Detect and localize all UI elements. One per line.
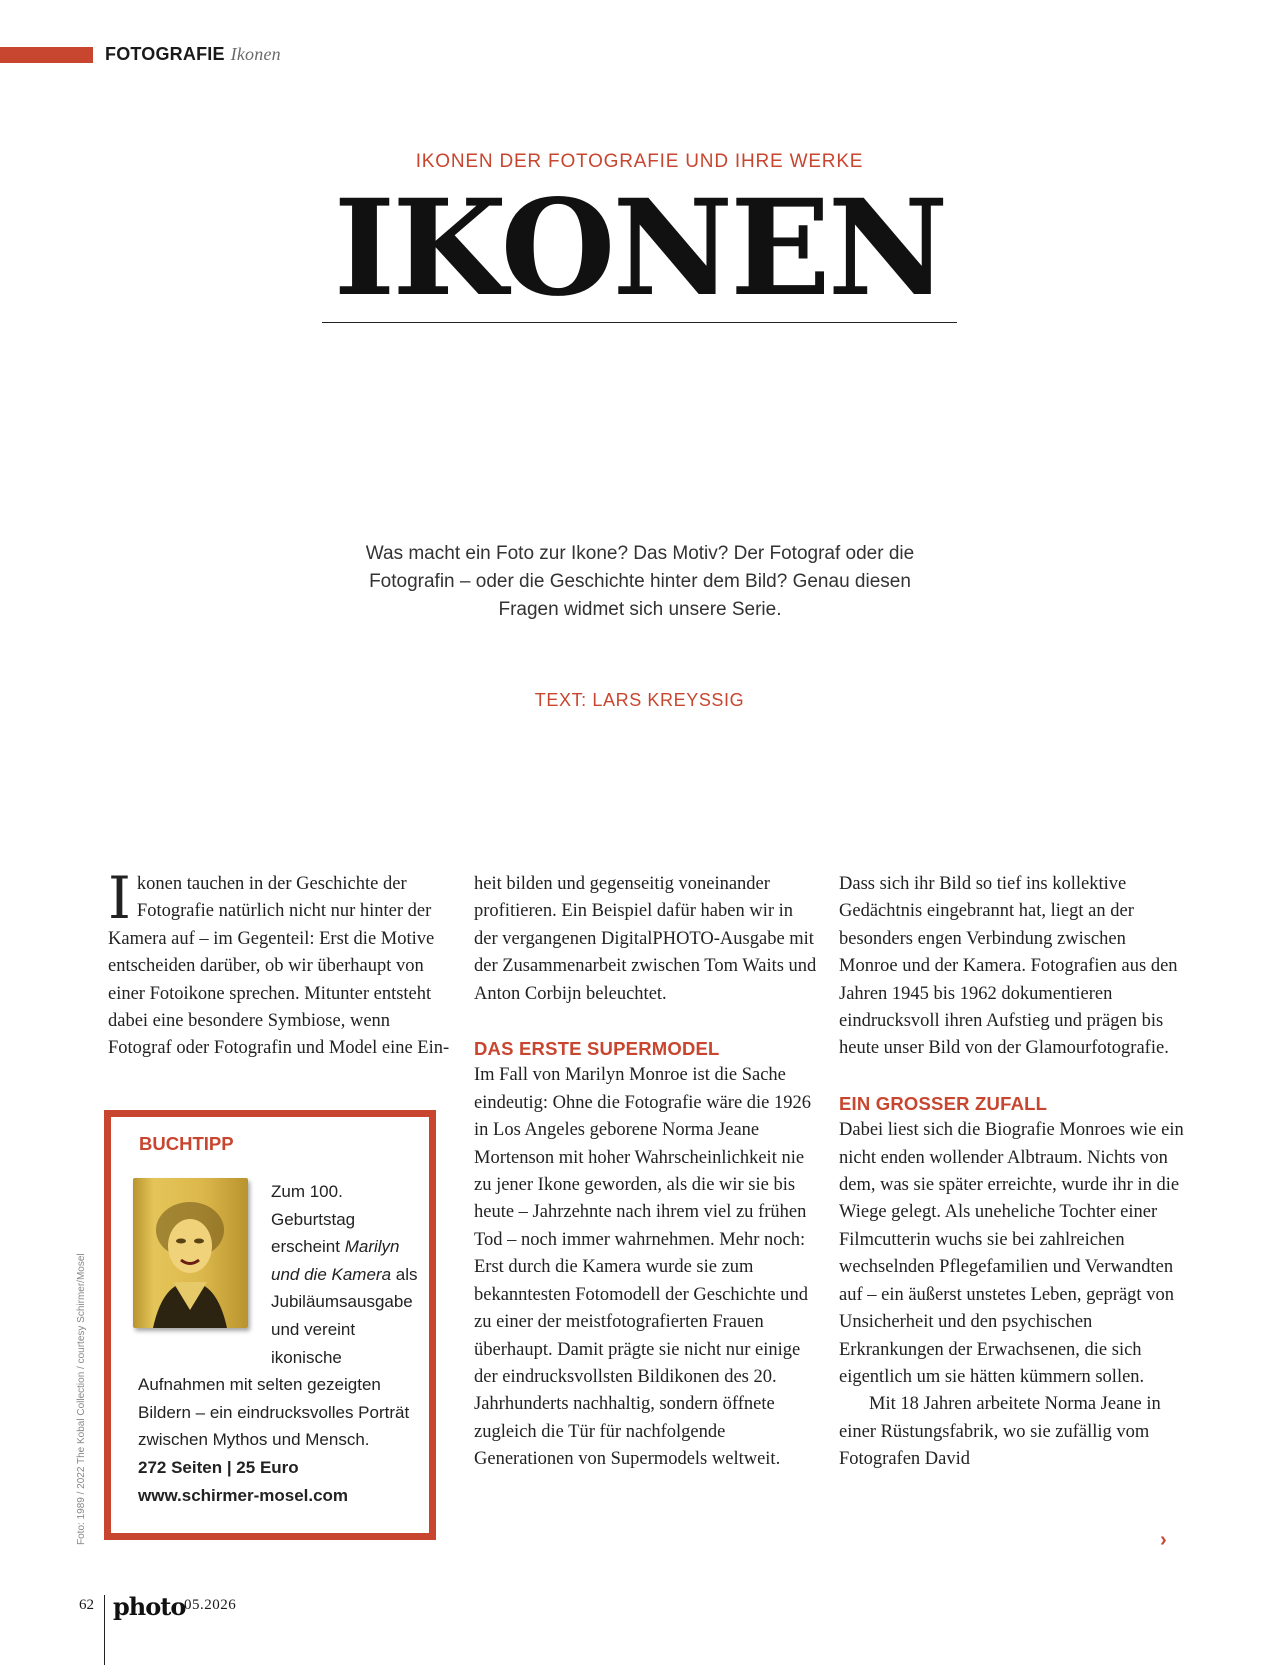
article-column-1 bbox=[108, 864, 453, 1063]
book-description-start: Zum 100. Geburtstag erscheint bbox=[271, 1182, 356, 1257]
article-column-2 bbox=[474, 871, 819, 1474]
article-column-3 bbox=[839, 871, 1184, 1474]
subsection-name: Ikonen bbox=[230, 44, 281, 64]
column-2-paragraph: Im Fall von Marilyn Monroe ist die Sache eindeutig: Ohne die Fotografie wäre die 1926 in Los Angeles geborene Norma Jeane Mortenson mit hoher Wahrscheinlichkeit nie zu jener Ikone geworden, als die wir sie bis heute – Jahrzehnte nach ihrem viel zu frühen Tod – noch immer wahrnehmen. Mehr noch: Erst durch die Kamera wurde sie zum bekanntesten Fotomodell der Geschichte und zu einer der meistfotografierten Frauen überhaupt. Damit prägte sie nicht nur einige der eindrucksvollsten Bildikonen des 20. Jahrhunderts nachhaltig, sondern öffnete zugleich die Tür für nachfolgende Generationen von Supermodels weltweit. bbox=[474, 1065, 812, 1470]
issue-number: 05.2026 bbox=[184, 1597, 237, 1613]
column-1-text: konen tauchen in der Geschichte der Fotografie natürlich nicht nur hinter der Kamera auf – im Gegenteil: Erst die Motive entscheiden darüber, ob wir überhaupt von einer Fotoikone sprechen. Mitunter entsteht dabei eine besondere Symbiose, wenn Fotograf oder Fotografin und Model eine Ein- bbox=[108, 874, 450, 1059]
magazine-logo: photo bbox=[113, 1592, 186, 1621]
page-title: IKONEN bbox=[333, 171, 946, 326]
section-name: FOTOGRAFIE bbox=[105, 44, 225, 64]
chevron-right-icon: › bbox=[1160, 1529, 1167, 1551]
subhead-zufall: EIN GROSSER ZUFALL bbox=[839, 1092, 1048, 1114]
book-description-end: als Jubiläumsausgabe und vereint ikonische Aufnahmen mit selten gezeigten Bildern – ein eindrucksvolles Porträt zwischen Mythos und Mensch. bbox=[138, 1264, 418, 1450]
title-rule bbox=[322, 322, 957, 323]
column-3-paragraph: Dabei liest sich die Biografie Monroes wie ein nicht enden wollender Albtraum. Nichts von dem, was sie später erreichte, wurde ihr in die Wiege gelegt. Als uneheliche Tochter einer Filmcutterin wuchs sie bei zahlreichen wechselnden Pflegefamilien und Verwandten auf – ein äußerst unstetes Leben, geprägt von Unsicherheit und den psychischen Erkrankungen der Erwachsenen, die sich eigentlich um sie hätten kümmern sollen. bbox=[839, 1120, 1184, 1387]
intro-teaser: Was macht ein Foto zur Ikone? Das Motiv? Der Fotograf oder die Fotografin – oder die Geschichte hinter dem Bild? Genau diesen Fragen widmet sich unsere Serie. bbox=[365, 543, 915, 620]
kicker: IKONEN DER FOTOGRAFIE UND IHRE WERKE bbox=[415, 151, 864, 172]
footer-rule bbox=[104, 1595, 105, 1665]
column-3-paragraph: Mit 18 Jahren arbeitete Norma Jeane in einer Rüstungsfabrik, wo sie zufällig vom Fotografen David bbox=[839, 1394, 1161, 1470]
photo-credit: Foto: 1989 / 2022 The Kobal Collection / courtesy Schirmer/Mosel bbox=[76, 1253, 87, 1545]
author-byline: TEXT: LARS KREYSSIG bbox=[534, 690, 745, 710]
book-tip-text bbox=[138, 1178, 418, 1509]
book-price: 272 Seiten | 25 Euro bbox=[138, 1457, 299, 1477]
book-tip-box bbox=[104, 1110, 436, 1540]
book-website[interactable]: www.schirmer-mosel.com bbox=[138, 1485, 349, 1505]
section-label bbox=[105, 44, 281, 65]
book-tip-heading: BUCHTIPP bbox=[139, 1133, 234, 1154]
page-number: 62 bbox=[79, 1597, 94, 1613]
subhead-supermodel: DAS ERSTE SUPERMODEL bbox=[474, 1038, 720, 1060]
column-2-paragraph: heit bilden und gegenseitig voneinander profitieren. Ein Beispiel dafür haben wir in der vergangenen DigitalPHOTO-Ausgabe mit der Zusammenarbeit zwischen Tom Waits und Anton Corbijn beleuchtet. bbox=[474, 874, 817, 1004]
section-color-bar bbox=[0, 47, 93, 63]
cover-spacer bbox=[138, 1178, 271, 1361]
book-title: Marilyn und die Kamera bbox=[271, 1237, 400, 1284]
drop-cap: I bbox=[108, 864, 131, 932]
column-3-paragraph: Dass sich ihr Bild so tief ins kollektive Gedächtnis eingebrannt hat, liegt an der besonders engen Verbindung zwischen Monroe und der Kamera. Fotografien aus den Jahren 1945 bis 1962 dokumentieren eindrucksvoll ihren Aufstieg und prägen bis heute unser Bild von der Glamourfotografie. bbox=[839, 874, 1178, 1059]
